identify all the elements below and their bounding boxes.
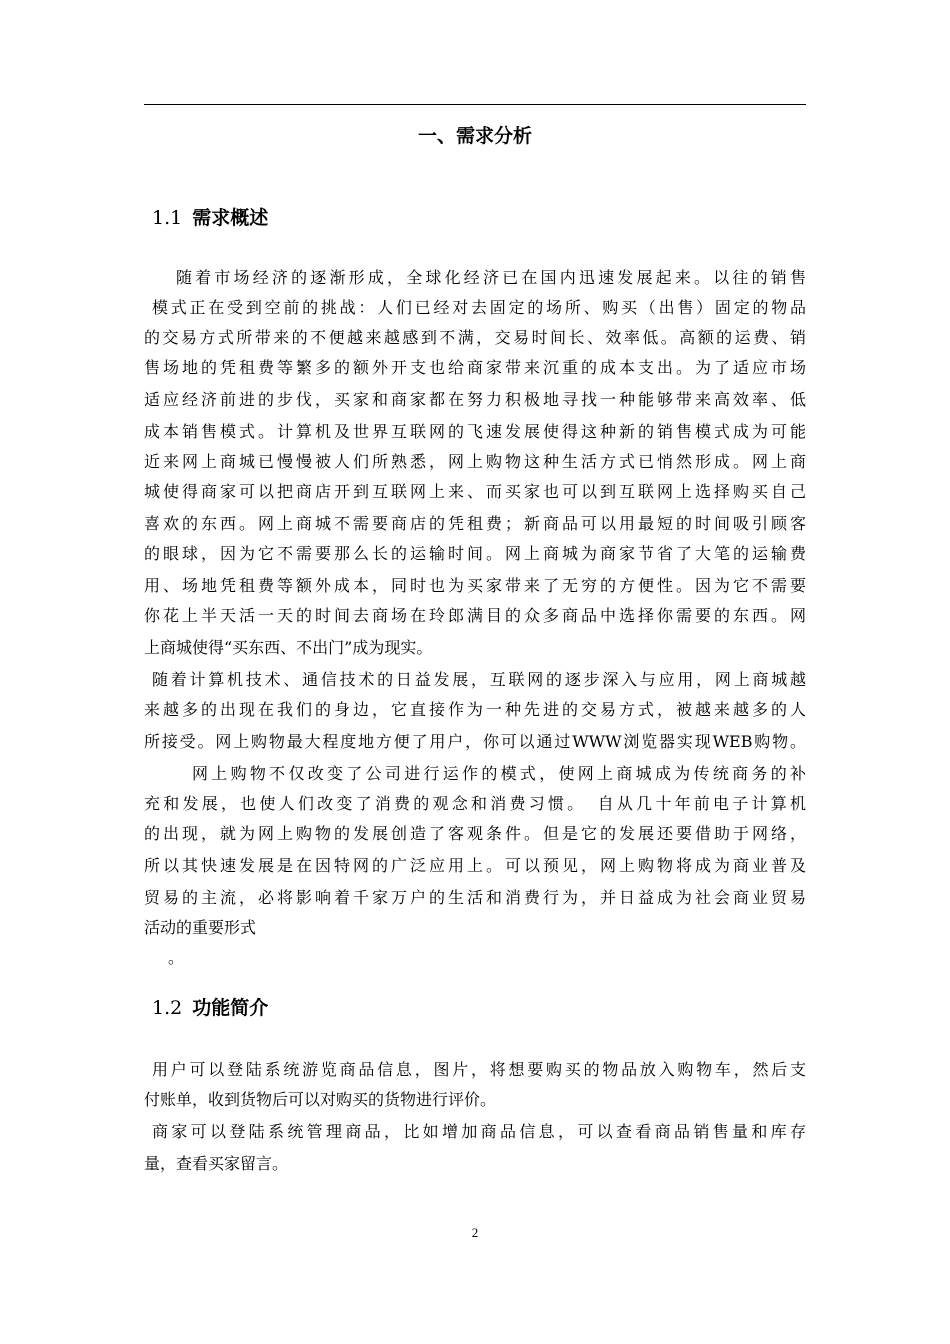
text-line: 城使得商家可以把商店开到互联网上来、而买家也可以到互联网上选择购买自己 xyxy=(144,482,806,501)
section-heading-1-2 xyxy=(152,994,268,1022)
text-line: 近来网上商城已慢慢被人们所熟悉，网上购物这种生活方式已悄然形成。网上商 xyxy=(144,452,806,471)
chapter-title: 一、需求分析 xyxy=(417,125,532,147)
text-line: 所以其快速发展是在因特网的广泛应用上。可以预见，网上购物将成为商业普及 xyxy=(144,856,806,875)
text-line: 付账单，收到货物后可以对购买的货物进行评价。 xyxy=(144,1090,497,1109)
text-line: 商家可以登陆系统管理商品，比如增加商品信息，可以查看商品销售量和库存 xyxy=(152,1122,806,1141)
text-line: 上商城使得“买东西、不出门”成为现实。 xyxy=(144,638,433,657)
text-line: 充和发展，也使人们改变了消费的观念和消费习惯。 自从几十年前电子计算机 xyxy=(144,794,806,813)
text-line: 量，查看买家留言。 xyxy=(144,1154,289,1173)
text-line: 用户可以登陆系统游览商品信息，图片，将想要购买的物品放入购物车，然后支 xyxy=(152,1060,806,1079)
text-line: 的出现，就为网上购物的发展创造了客观条件。但是它的发展还要借助于网络， xyxy=(144,824,806,843)
section-title: 功能简介 xyxy=(192,997,269,1019)
text-line: 来越多的出现在我们的身边，它直接作为一种先进的交易方式，被越来越多的人 xyxy=(144,700,806,719)
text-line: 用、场地凭租费等额外成本，同时也为买家带来了无穷的方便性。因为它不需要 xyxy=(144,576,806,595)
text-line: 活动的重要形式 xyxy=(144,918,257,937)
text-line: 所接受。网上购物最大程度地方便了用户，你可以通过WWW浏览器实现WEB购物。 xyxy=(144,732,806,751)
text-line: 适应经济前进的步伐，买家和商家都在努力积极地寻找一种能够带来高效率、低 xyxy=(144,390,806,409)
text-line: 售场地的凭租费等繁多的额外开支也给商家带来沉重的成本支出。为了适应市场 xyxy=(144,358,806,377)
text-line: 成本销售模式。计算机及世界互联网的飞速发展使得这种新的销售模式成为可能 xyxy=(144,422,806,441)
text-line: 的眼球，因为它不需要那么长的运输时间。网上商城为商家节省了大笔的运输费 xyxy=(144,544,806,563)
text-line: 模式正在受到空前的挑战：人们已经对去固定的场所、购买（出售）固定的物品 xyxy=(152,298,806,317)
text-line: 喜欢的东西。网上商城不需要商店的凭租费；新商品可以用最短的时间吸引顾客 xyxy=(144,514,806,533)
text-line: 网上购物不仅改变了公司进行运作的模式，使网上商城成为传统商务的补 xyxy=(192,764,806,783)
text-line: 随着计算机技术、通信技术的日益发展，互联网的逐步深入与应用，网上商城越 xyxy=(152,670,806,689)
header-rule xyxy=(144,104,806,105)
section-number: 1.2 xyxy=(152,997,183,1019)
text-line: 随着市场经济的逐渐形成，全球化经济已在国内迅速发展起来。以往的销售 xyxy=(176,268,806,287)
page-number: 2 xyxy=(471,1225,479,1240)
section-heading-1-1 xyxy=(152,204,268,232)
section-title: 需求概述 xyxy=(192,207,269,229)
text-line: 贸易的主流，必将影响着千家万户的生活和消费行为，并日益成为社会商业贸易 xyxy=(144,888,806,907)
text-line: 你花上半天活一天的时间去商场在玲郎满目的众多商品中选择你需要的东西。网 xyxy=(144,606,806,625)
section-number: 1.1 xyxy=(152,207,183,229)
text-line: 的交易方式所带来的不便越来越感到不满，交易时间长、效率低。高额的运费、销 xyxy=(144,328,806,347)
text-line: 。 xyxy=(168,948,185,967)
